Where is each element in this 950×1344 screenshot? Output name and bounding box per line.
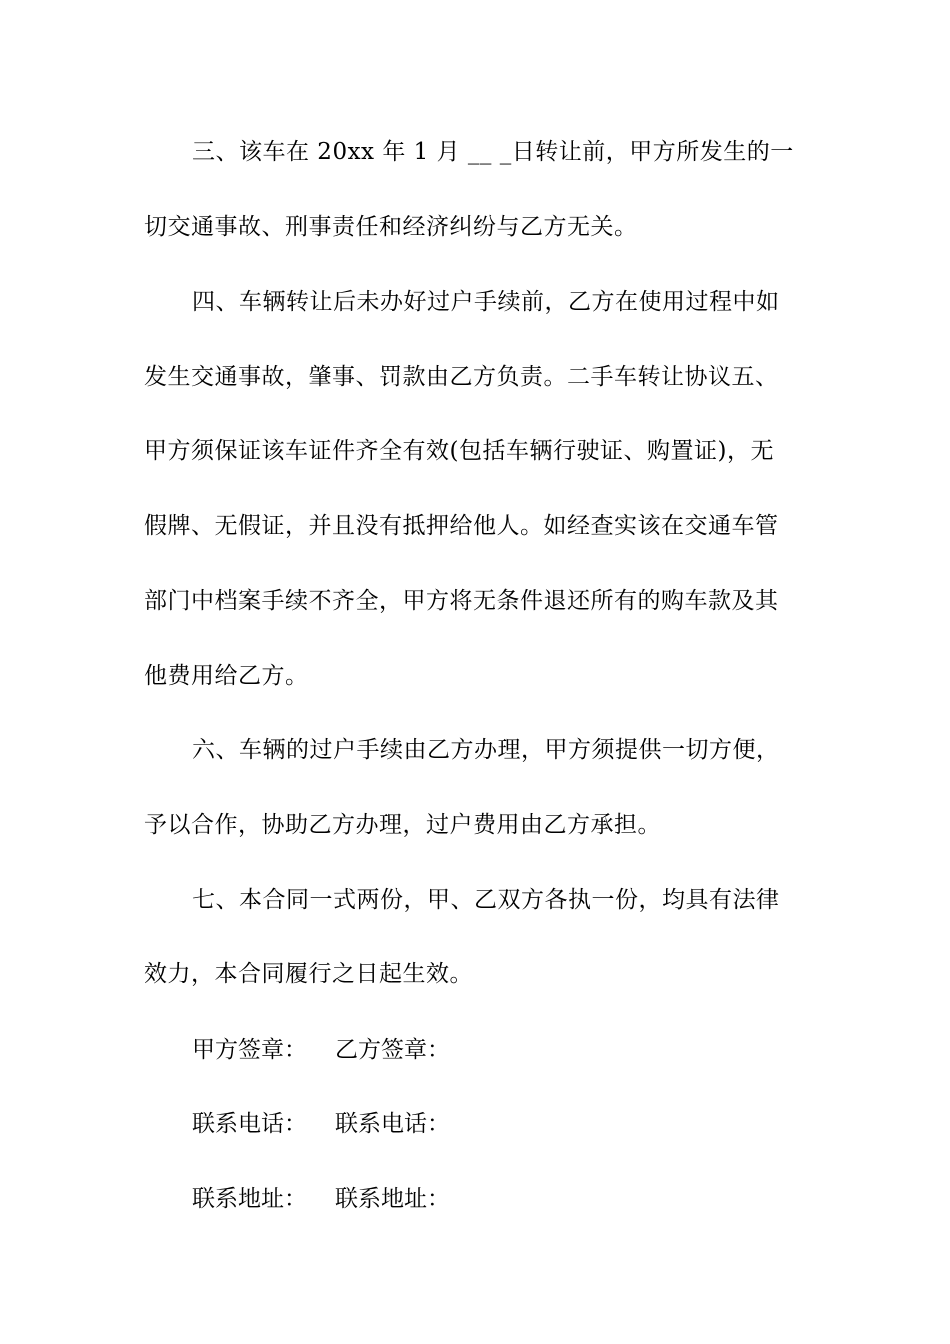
- party-b-address-label: 联系地址：: [335, 1186, 450, 1212]
- clause-5-line-2: 假牌、无假证，并且没有抵押给他人。如经查实该在交通车管: [144, 513, 779, 539]
- phone-row: [192, 1109, 450, 1139]
- clause-4-line-1: 四、车辆转让后未办好过户手续前，乙方在使用过程中如: [192, 289, 780, 315]
- clause-3-line-1: 三、该车在 20xx 年 1 月 __ _日转让前，甲方所发生的一: [192, 139, 794, 165]
- party-b-signature-label: 乙方签章：: [335, 1037, 450, 1063]
- clause-7-line-1: 七、本合同一式两份，甲、乙双方各执一份，均具有法律: [192, 887, 780, 913]
- party-b-phone-label: 联系电话：: [335, 1111, 450, 1137]
- clause-3-line-2: 切交通事故、刑事责任和经济纠纷与乙方无关。: [144, 214, 638, 240]
- clause-7-line-2: 效力，本合同履行之日起生效。: [144, 961, 473, 987]
- address-row: [192, 1184, 450, 1214]
- signature-row: [192, 1035, 450, 1065]
- clause-5-line-4: 他费用给乙方。: [144, 663, 309, 689]
- clause-4-line-2: 发生交通事故，肇事、罚款由乙方负责。二手车转让协议五、: [144, 364, 779, 390]
- party-a-signature-label: 甲方签章：: [192, 1037, 307, 1063]
- clause-6-line-2: 予以合作，协助乙方办理，过户费用由乙方承担。: [144, 812, 661, 838]
- party-a-phone-label: 联系电话：: [192, 1111, 307, 1137]
- clause-5-line-3: 部门中档案手续不齐全，甲方将无条件退还所有的购车款及其: [144, 588, 779, 614]
- party-a-address-label: 联系地址：: [192, 1186, 307, 1212]
- clause-5-line-1: 甲方须保证该车证件齐全有效(包括车辆行驶证、购置证)，无: [144, 438, 774, 464]
- clause-6-line-1: 六、车辆的过户手续由乙方办理，甲方须提供一切方便，: [192, 737, 780, 763]
